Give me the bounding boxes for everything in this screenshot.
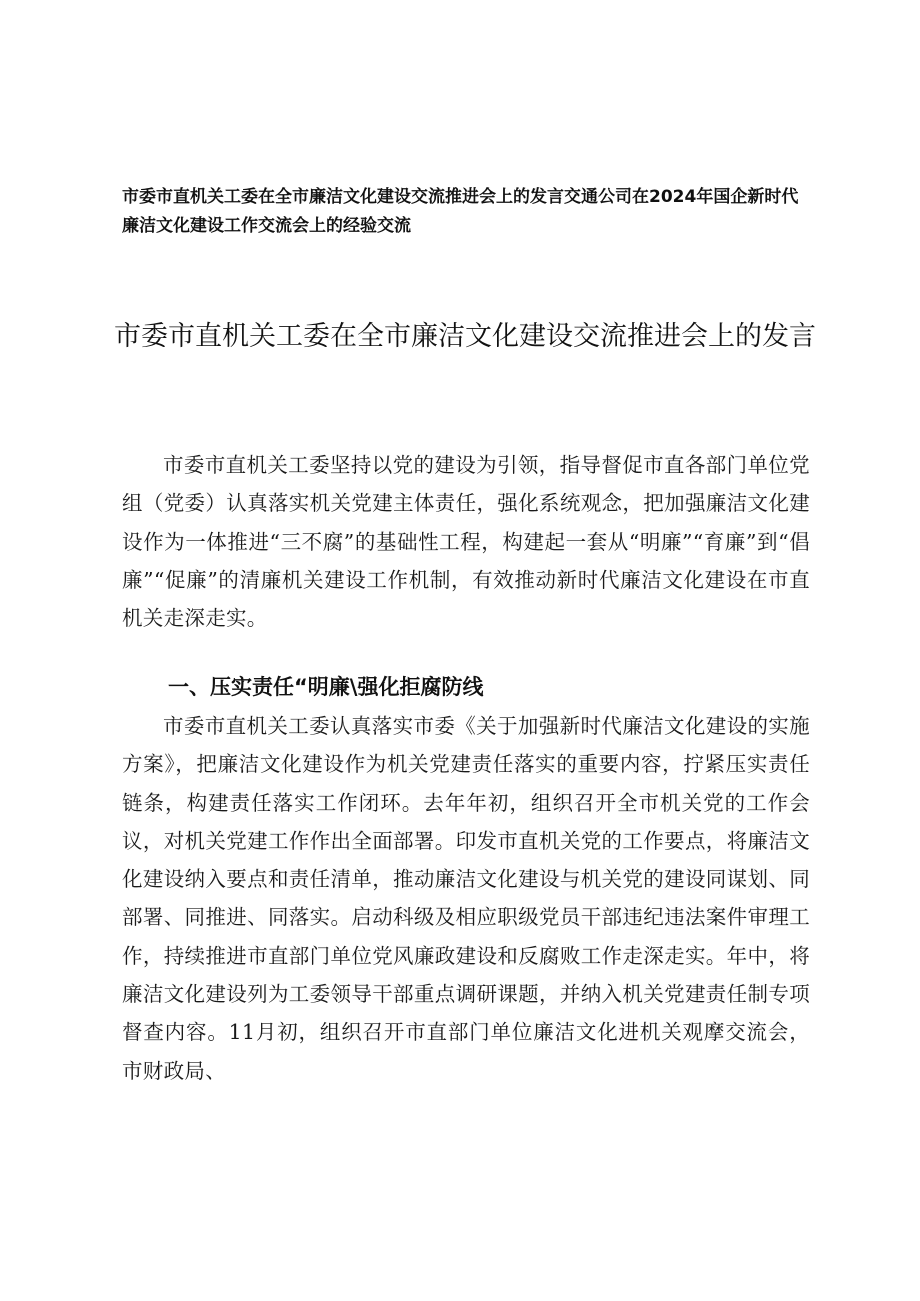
section-paragraph: 市委市直机关工委认真落实市委《关于加强新时代廉洁文化建设的实施方案》，把廉洁文化建设作为机关党建责任落实的重要内容，拧紧压实责任链条，构建责任落实工作闭环。去年年初，组织召开全市机关党的工作会议，对机关党建工作作出全面部署。印发市直机关党的工作要点，将廉洁文化建设纳入要点和责任清单，推动廉洁文化建设与机关党的建设同谋划、同部署、同推进、同落实。启动科级及相应职级党员干部违纪违法案件审理工作，持续推进市直部门单位党风廉政建设和反腐败工作走深走实。年中，将廉洁文化建设列为工委领导干部重点调研课题，并纳入机关党建责任制专项督查内容。11月初，组织召开市直部门单位廉洁文化进机关观摩交流会，市财政局、 — [122, 714, 810, 1083]
intro-paragraph: 市委市直机关工委坚持以党的建设为引领，指导督促市直各部门单位党组（党委）认真落实机关党建主体责任，强化系统观念，把加强廉洁文化建设作为一体推进“三不腐”的基础性工程，构建起一套从“明廉”“育廉”到“倡廉”“促廉”的清廉机关建设工作机制，有效推动新时代廉洁文化建设在市直机关走深走实。 — [122, 453, 810, 631]
section-heading: 一、压实责任“明廉\强化拒腐防线 — [168, 675, 484, 699]
page-title: 市委市直机关工委在全市廉洁文化建设交流推进会上的发言 — [114, 321, 816, 352]
collection-title: 市委市直机关工委在全市廉洁文化建设交流推进会上的发言交通公司在2024年国企新时代廉洁文化建设工作交流会上的经验交流 — [122, 187, 799, 236]
